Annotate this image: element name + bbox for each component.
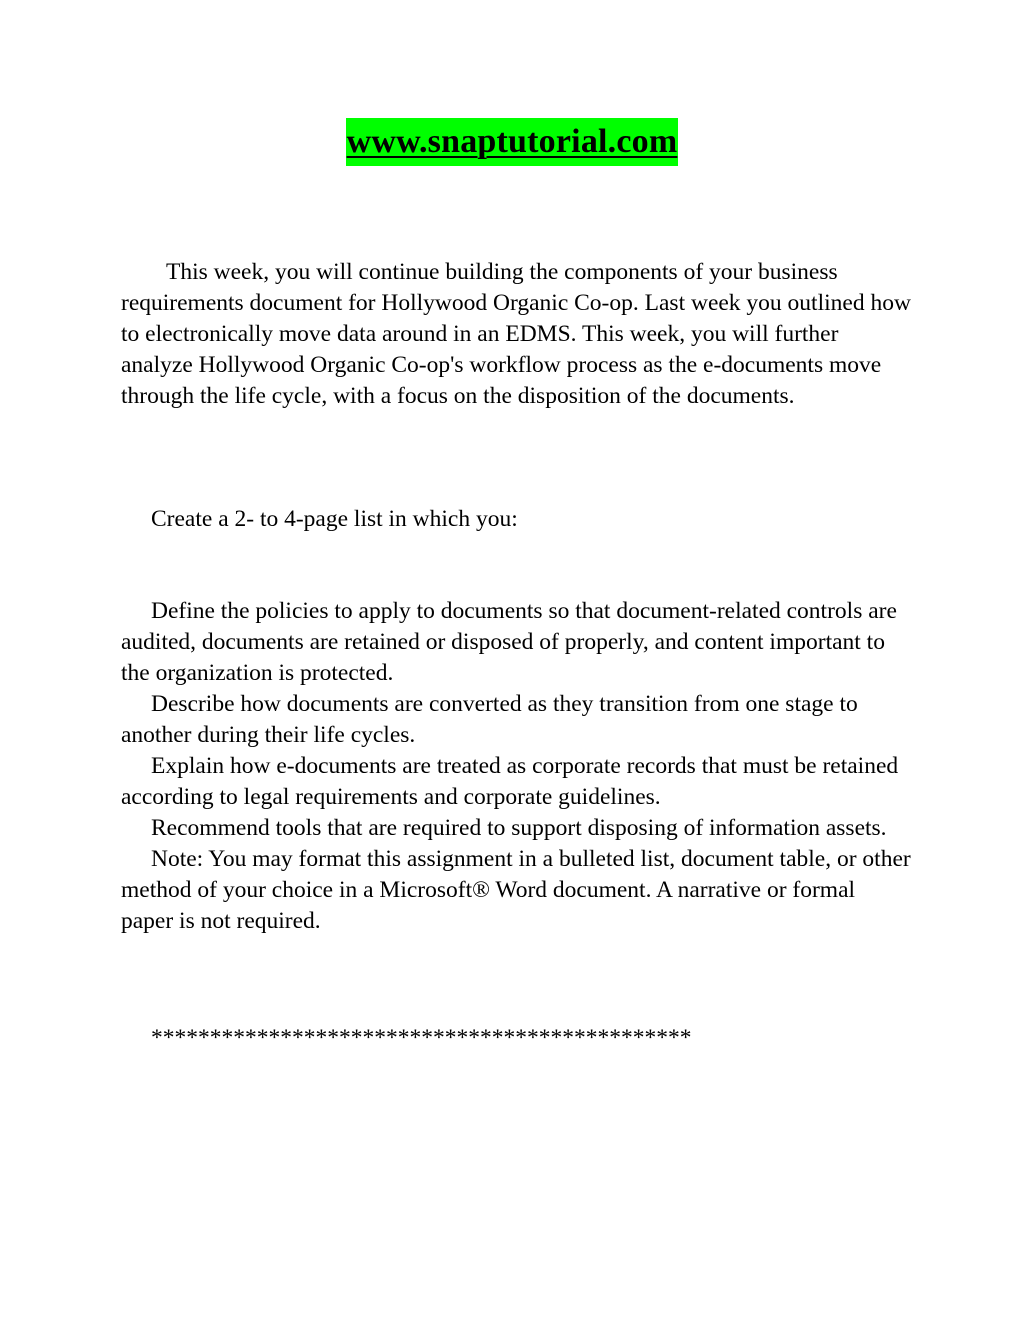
site-link[interactable]: www.snaptutorial.com xyxy=(346,118,679,166)
list-item: Describe how documents are converted as they transition from one stage to another during their life cycles. xyxy=(121,691,858,748)
list-item: Recommend tools that are required to support disposing of information assets. xyxy=(151,815,887,841)
intro-paragraph: This week, you will continue building the components of your business requirements document for Hollywood Organic Co-op. Last week you outlined how to electronically move data around in an EDMS. This week, you will further analyze Hollywood Organic Co-op's workflow process as the e-documents move through the life cycle, with a focus on the disposition of the documents. xyxy=(121,259,911,409)
site-link-container xyxy=(0,118,1024,166)
list-item: Explain how e-documents are treated as corporate records that must be retained according to legal requirements and corporate guidelines. xyxy=(121,753,899,810)
list-item: Define the policies to apply to documents so that document-related controls are audited, documents are retained or disposed of properly, and content important to the organization is protected. xyxy=(121,598,897,686)
separator-stars: ********************************************** xyxy=(151,1025,692,1051)
list-item: Note: You may format this assignment in a bulleted list, document table, or other method of your choice in a Microsoft® Word document. A narrative or formal paper is not required. xyxy=(121,846,911,934)
instruction-line: Create a 2- to 4-page list in which you: xyxy=(151,506,518,532)
requirements-list xyxy=(121,596,911,937)
